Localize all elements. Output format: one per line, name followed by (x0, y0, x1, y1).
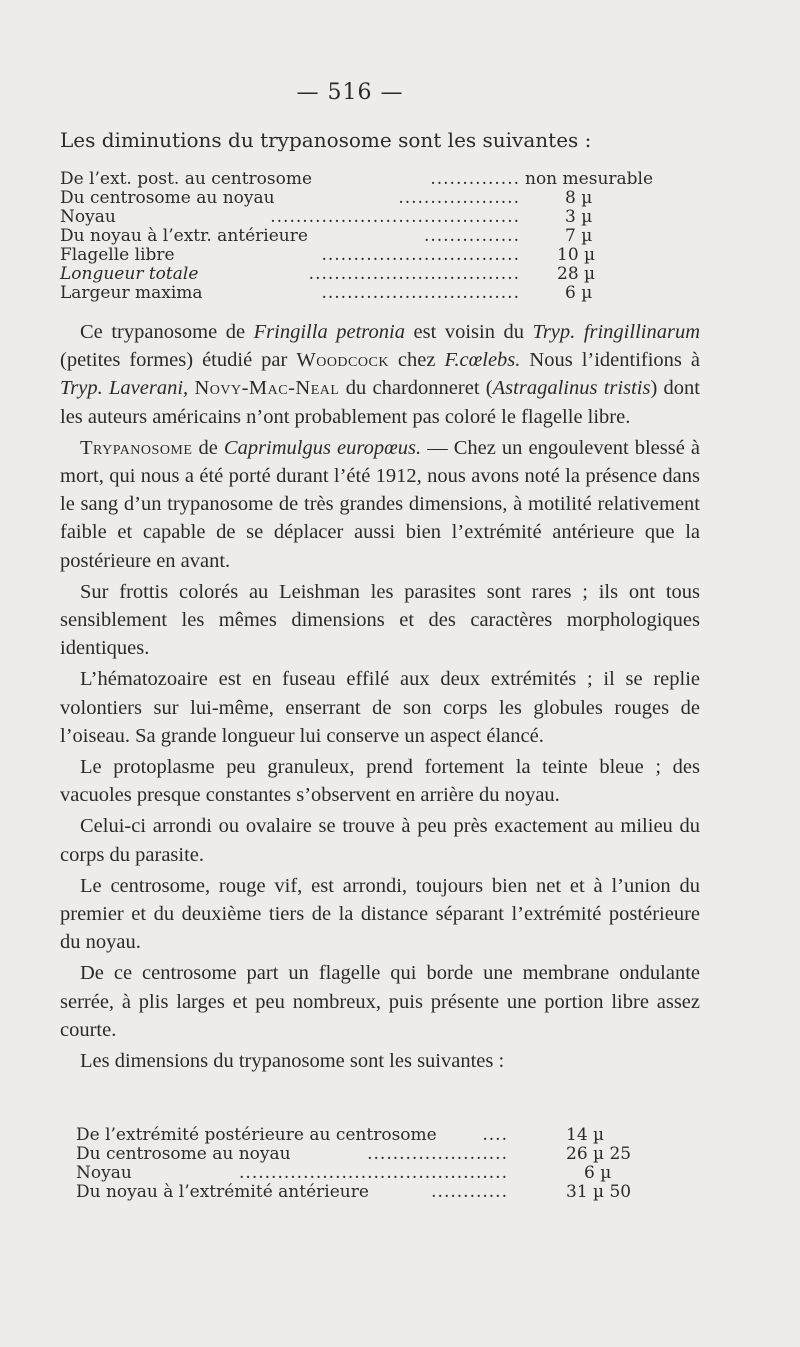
table-row: Du noyau à l’extrémité antérieure ............ 31 µ 50 (76, 1182, 632, 1202)
table-row: Largeur maxima ............................... 6 µ (60, 283, 593, 303)
paragraph: Celui-ci arrondi ou ovalaire se trouve à peu près exactement au milieu du corps du parasite. (60, 815, 700, 866)
paragraph: Le centrosome, rouge vif, est arrondi, toujours bien net et à l’union du premier et du deuxième tiers de la distance séparant l’extrémité postérieure du noyau. (60, 874, 700, 954)
paragraph: Trypanosome de Caprimulgus europœus. — Chez un engoulevent blessé à mort, qui nous a été porté durant l’été 1912, nous avons noté la présence dans le sang d’un trypanosome de très grandes dimensions, à motilité relativement faible et capable de se déplacer aussi bien l’extrémité antérieure que la postérieure en avant. (60, 436, 700, 572)
paragraph: Le protoplasme peu granuleux, prend fortement la teinte bleue ; des vacuoles presque constantes s’observent en arrière du noyau. (60, 756, 700, 807)
table-row: Du centrosome au noyau ................... 8 µ (60, 188, 593, 208)
table-row: Flagelle libre ............................... 10 µ (60, 245, 596, 265)
paragraph: De ce centrosome part un flagelle qui borde une membrane ondulante serrée, à plis larges et peu nombreux, puis présente une portion libre assez courte. (60, 962, 700, 1041)
table-row: Du noyau à l’extr. antérieure ............... 7 µ (60, 226, 593, 246)
table-row: Du centrosome au noyau ...................... 26 µ 25 (76, 1144, 632, 1164)
dimensions-table-1 (60, 170, 700, 303)
table-row: De l’ext. post. au centrosome .............. non mesurable (60, 169, 654, 189)
paragraph: Les dimensions du trypanosome sont les suivantes : (80, 1050, 505, 1073)
table-row: Longueur totale ................................. 28 µ (60, 264, 596, 284)
paragraph: Ce trypanosome de Fringilla petronia est voisin du Tryp. fringillinarum (petites formes) étudié par Woodcock chez F.cœlebs. Nous l’identifions à Tryp. Laverani, Novy-Mac-Neal du chardonneret (Astragalinus tristis) dont les auteurs américains n’ont probablement pas coloré le flagelle libre. (60, 321, 701, 428)
table-row: De l’extrémité postérieure au centrosome .... 14 µ (76, 1125, 605, 1145)
paragraph: L’hématozoaire est en fuseau effilé aux deux extrémités ; il se replie volontiers sur lui-même, enserrant de son corps les globules rouges de l’oiseau. Sa grande longueur lui conserve un aspect élancé. (60, 668, 700, 747)
table-row: Noyau .......................................... 6 µ (76, 1163, 612, 1183)
intro-line: Les diminutions du trypanosome sont les suivantes : (60, 128, 592, 152)
table-row: Noyau ....................................... 3 µ (60, 207, 593, 227)
paragraph: Sur frottis colorés au Leishman les parasites sont rares ; ils ont tous sensiblement les mêmes dimensions et des caractères morphologiques identiques. (60, 580, 700, 660)
section-heading: Trypanosome (80, 436, 193, 459)
body-text (60, 318, 700, 1078)
page-number: — 516 — (296, 80, 404, 105)
dimensions-table-2 (76, 1126, 716, 1202)
